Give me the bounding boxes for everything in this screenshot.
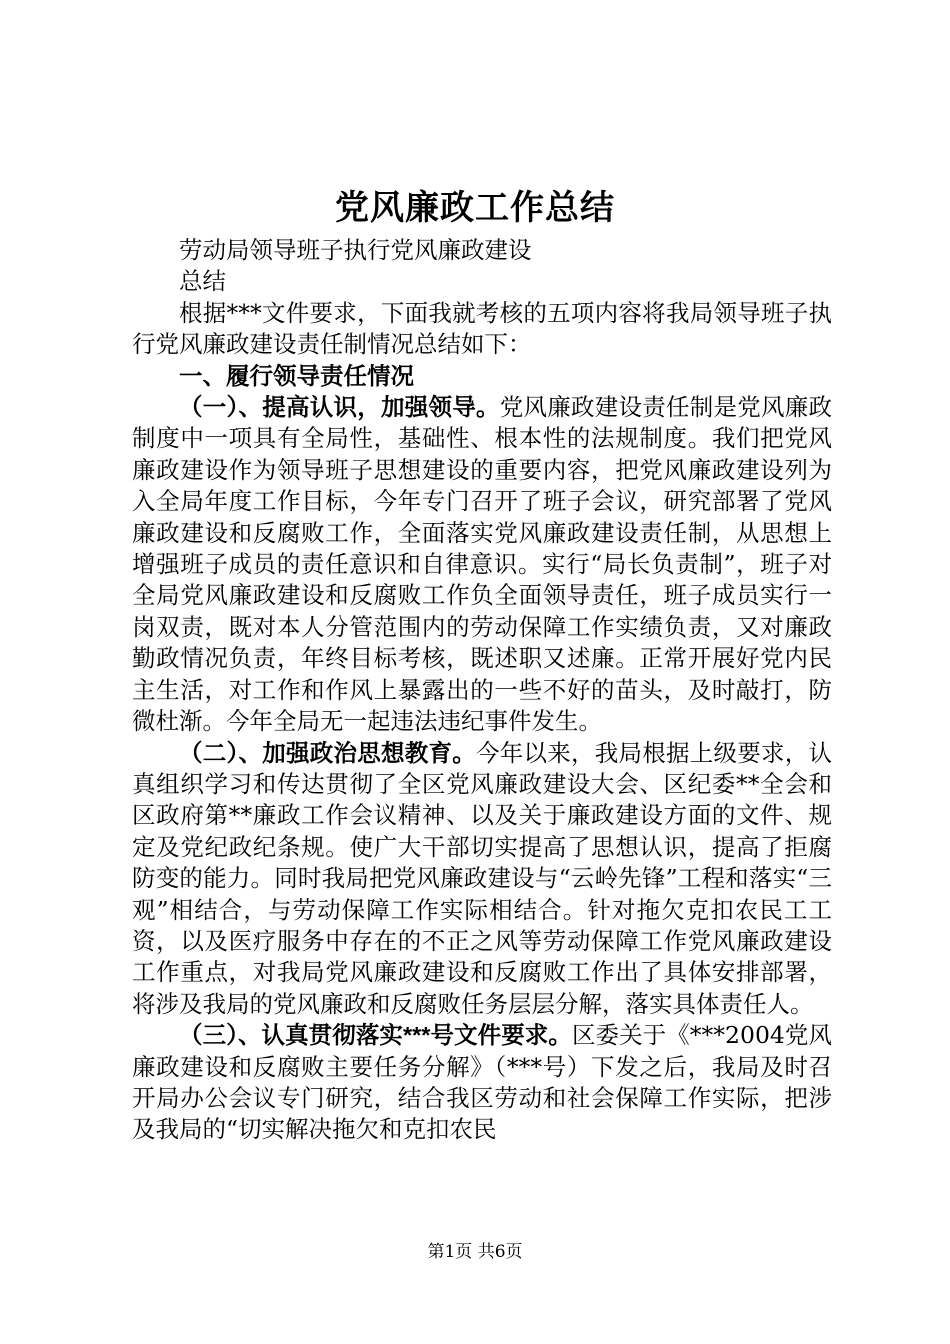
intro-line-1: 劳动局领导班子执行党风廉政建设 (179, 236, 532, 264)
paragraph-3 (132, 1020, 832, 1146)
paragraph-1-subheading: （一）、提高认识，加强领导。 (179, 394, 500, 421)
opening-paragraph: 根据***文件要求，下面我就考核的五项内容将我局领导班子执行党风廉政建设责任制情况总结如下： (132, 298, 832, 359)
document-title: 党风廉政工作总结 (335, 188, 615, 228)
page-footer: 第1页 共6页 (427, 1242, 523, 1262)
intro-line-2: 总结 (179, 267, 226, 296)
paragraph-2 (132, 738, 832, 1021)
paragraph-3-text: 区委关于《***2004党风廉政建设和反腐败主要任务分解》（***号）下发之后，我局及时召开局办公会议专门研究，结合我区劳动和社会保障工作实际，把涉及我局的“切实解决拖欠和克扣农民 (132, 1021, 833, 1144)
paragraph-2-subheading: （二）、加强政治思想教育。 (179, 739, 476, 766)
document-body (132, 235, 832, 1146)
paragraph-1 (132, 392, 832, 737)
paragraph-1-text: 党风廉政建设责任制是党风廉政制度中一项具有全局性，基础性、根本性的法规制度。我们把党风廉政建设作为领导班子思想建设的重要内容，把党风廉政建设列为入全局年度工作目标，今年专门召开了班子会议，研究部署了党风廉政建设和反腐败工作，全面落实党风廉政建设责任制，从思想上增强班子成员的责任意识和自律意识。实行“局长负责制”，班子对全局党风廉政建设和反腐败工作负全面领导责任，班子成员实行一岗双责，既对本人分管范围内的劳动保障工作实绩负责，又对廉政勤政情况负责，年终目标考核，既述职又述廉。正常开展好党内民主生活，对工作和作风上暴露出的一些不好的苗头，及时敲打，防微杜渐。今年全局无一起违法违纪事件发生。 (132, 393, 832, 736)
section-heading-1: 一、履行领导责任情况 (179, 362, 414, 389)
paragraph-2-text: 今年以来，我局根据上级要求，认真组织学习和传达贯彻了全区党风廉政建设大会、区纪委**全会和区政府第**廉政工作会议精神、以及关于廉政建设方面的文件、规定及党纪政纪条规。使广大干部切实提高了思想认识，提高了拒腐防变的能力。同时我局把党风廉政建设与“云岭先锋”工程和落实“三观”相结合，与劳动保障工作实际相结合。针对拖欠克扣农民工工资，以及医疗服务中存在的不正之风等劳动保障工作党风廉政建设工作重点，对我局党风廉政建设和反腐败工作出了具体安排部署，将涉及我局的党风廉政和反腐败任务层层分解，落实具体责任人。 (132, 738, 832, 1018)
paragraph-3-subheading: （三）、认真贯彻落实***号文件要求。 (179, 1022, 572, 1049)
